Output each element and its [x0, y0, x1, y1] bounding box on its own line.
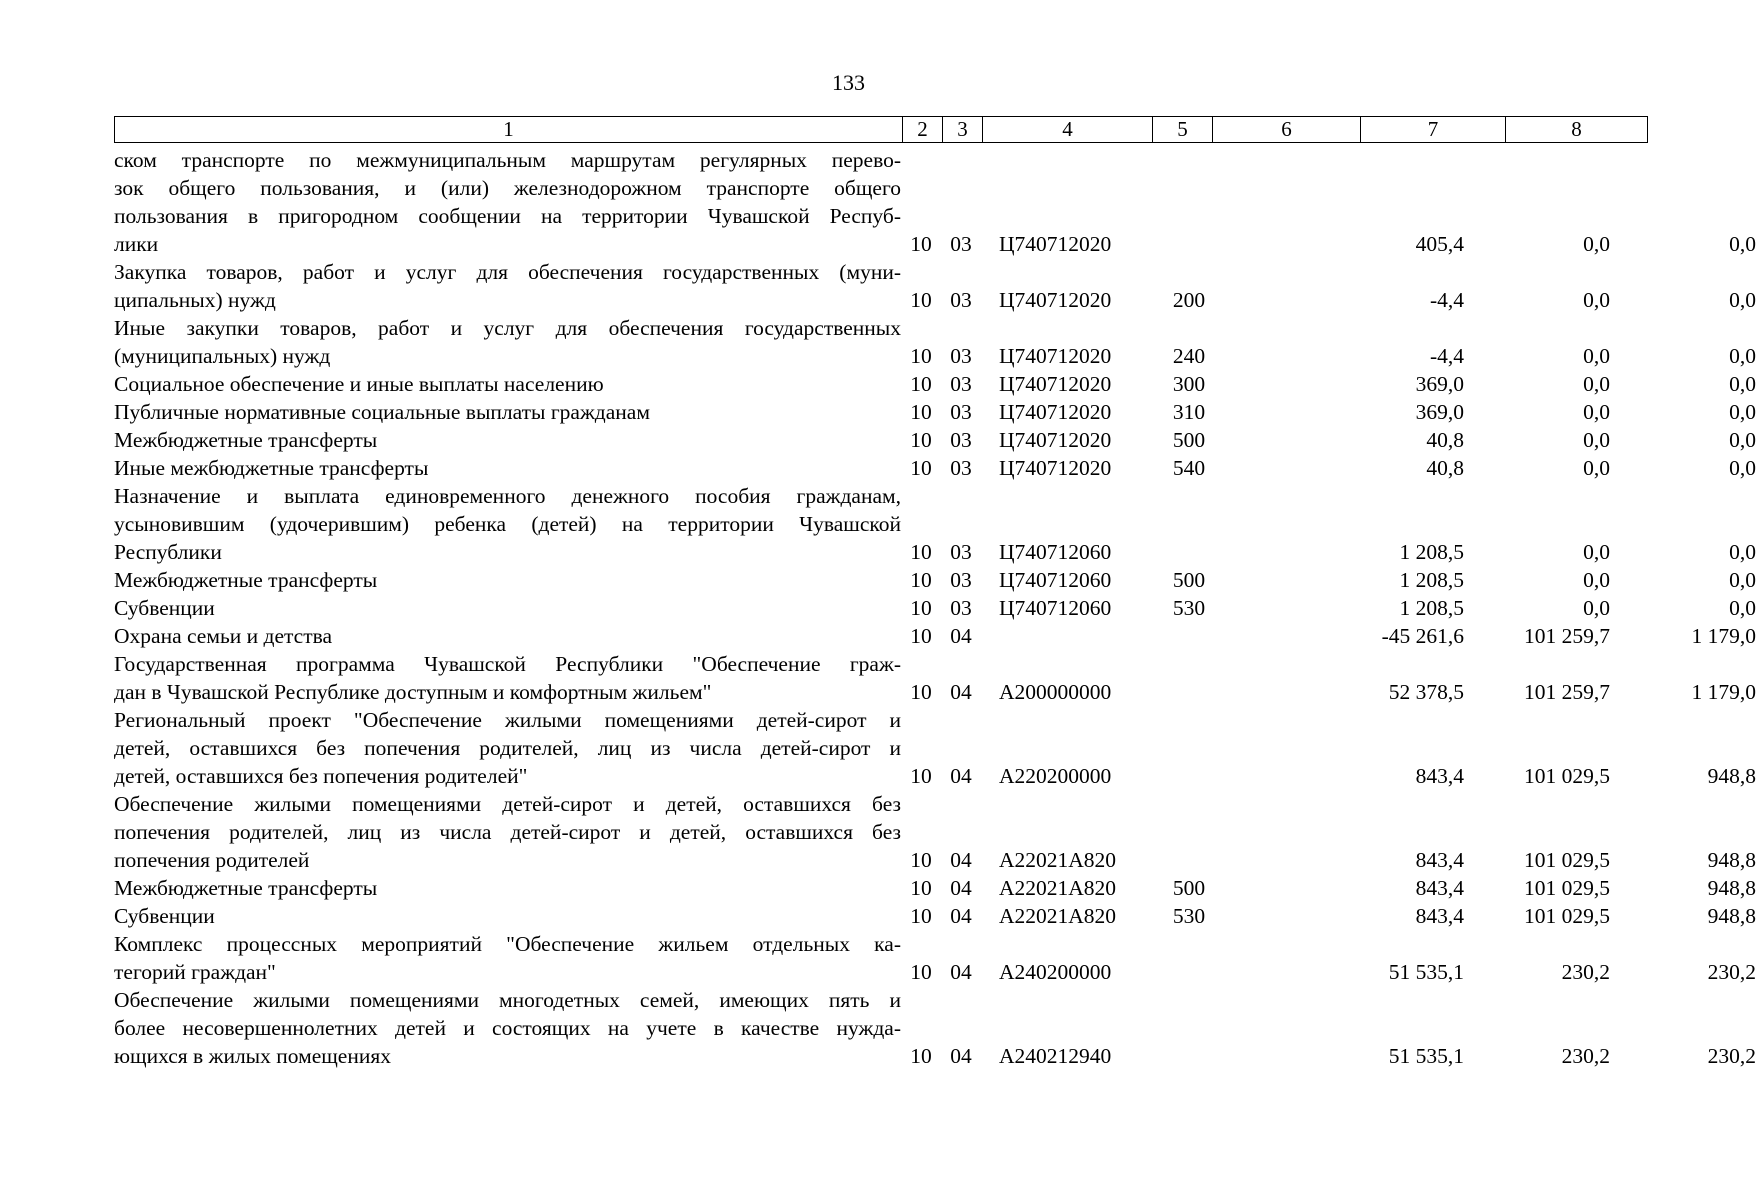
- description-line: Межбюджетные трансферты: [114, 876, 378, 900]
- amount-col-7: 230,2: [1561, 960, 1610, 984]
- row-description: [114, 146, 901, 258]
- amount-col-8: 0,0: [1729, 568, 1756, 592]
- section-code: 10: [910, 596, 932, 620]
- row-description: [114, 398, 901, 426]
- expense-type: [1159, 762, 1219, 790]
- description-line: Охрана семьи и детства: [114, 624, 333, 648]
- section-code: 10: [910, 232, 932, 256]
- description-line: ющихся в жилых помещениях: [114, 1044, 391, 1068]
- amount-col-8: 0,0: [1729, 540, 1756, 564]
- amount-col-7: 101 029,5: [1524, 904, 1610, 928]
- section-code: 10: [910, 540, 932, 564]
- amount-col-6: -45 261,6: [1381, 624, 1464, 648]
- amount-col-7: 230,2: [1561, 1044, 1610, 1068]
- description-line: Региональный проект "Обеспечение жилыми помещениями детей-сирот и: [114, 708, 901, 732]
- amount-col-6: 1 208,5: [1399, 540, 1464, 564]
- row-description: [114, 874, 901, 902]
- subsection-code: 04: [950, 680, 972, 704]
- amount-col-8: 0,0: [1729, 288, 1756, 312]
- amount-col-8: 0,0: [1729, 232, 1756, 256]
- subsection-code: 04: [950, 876, 972, 900]
- row-description: [114, 902, 901, 930]
- table-body: [114, 146, 1756, 1070]
- amount-col-7: 0,0: [1583, 372, 1610, 396]
- header-col-2: 2: [902, 117, 942, 142]
- description-line: Обеспечение жилыми помещениями многодетных семей, имеющих пять и: [114, 988, 901, 1012]
- amount-col-7: 101 259,7: [1524, 680, 1610, 704]
- header-col-1: 1: [503, 117, 514, 141]
- description-line: детей, оставшихся без попечения родителей, лиц из числа детей-сирот и: [114, 736, 901, 760]
- target-article: [999, 622, 1159, 650]
- amount-col-7: 101 029,5: [1524, 848, 1610, 872]
- target-article: Ц740712020: [999, 400, 1112, 424]
- header-col-6: 6: [1212, 117, 1360, 142]
- amount-col-7: 0,0: [1583, 344, 1610, 368]
- amount-col-6: 51 535,1: [1388, 960, 1464, 984]
- expense-type: [1159, 538, 1219, 566]
- amount-col-6: 843,4: [1415, 876, 1464, 900]
- table-row: [114, 902, 1756, 930]
- row-description: [114, 650, 901, 706]
- target-article: Ц740712060: [999, 596, 1112, 620]
- amount-col-8: 948,8: [1707, 904, 1756, 928]
- target-article: Ц740712020: [999, 232, 1112, 256]
- section-code: 10: [910, 456, 932, 480]
- page-number: 133: [832, 70, 865, 95]
- amount-col-8: 230,2: [1707, 960, 1756, 984]
- expense-type: [1159, 958, 1219, 986]
- amount-col-6: 1 208,5: [1399, 568, 1464, 592]
- section-code: 10: [910, 848, 932, 872]
- description-line: попечения родителей: [114, 848, 310, 872]
- row-description: [114, 454, 901, 482]
- subsection-code: 04: [950, 764, 972, 788]
- section-code: 10: [910, 904, 932, 928]
- description-line: Социальное обеспечение и иные выплаты населению: [114, 372, 604, 396]
- amount-col-8: 0,0: [1729, 344, 1756, 368]
- expense-type: 500: [1172, 428, 1206, 452]
- row-description: [114, 706, 901, 790]
- section-code: 10: [910, 960, 932, 984]
- table-row: [114, 482, 1756, 566]
- row-description: [114, 594, 901, 622]
- subsection-code: 03: [950, 540, 972, 564]
- table-row: [114, 790, 1756, 874]
- amount-col-8: 948,8: [1707, 876, 1756, 900]
- target-article: Ц740712020: [999, 456, 1112, 480]
- section-code: 10: [910, 680, 932, 704]
- table-row: [114, 258, 1756, 314]
- description-line: Обеспечение жилыми помещениями детей-сирот и детей, оставшихся без: [114, 792, 901, 816]
- amount-col-6: 40,8: [1426, 428, 1464, 452]
- description-line: Субвенции: [114, 904, 215, 928]
- description-line: зок общего пользования, и (или) железнодорожном транспорте общего: [114, 176, 901, 200]
- subsection-code: 03: [950, 344, 972, 368]
- table-row: [114, 594, 1756, 622]
- target-article: Ц740712020: [999, 344, 1112, 368]
- table-row: [114, 146, 1756, 258]
- amount-col-7: 101 029,5: [1524, 876, 1610, 900]
- amount-col-7: 0,0: [1583, 428, 1610, 452]
- amount-col-6: 405,4: [1415, 232, 1464, 256]
- amount-col-7: 0,0: [1583, 540, 1610, 564]
- subsection-code: 03: [950, 596, 972, 620]
- section-code: 10: [910, 344, 932, 368]
- description-line: детей, оставшихся без попечения родителей": [114, 764, 528, 788]
- description-line: Назначение и выплата единовременного денежного пособия гражданам,: [114, 484, 901, 508]
- description-line: Комплекс процессных мероприятий "Обеспечение жильем отдельных ка-: [114, 932, 901, 956]
- subsection-code: 03: [950, 400, 972, 424]
- expense-type: [1159, 1042, 1219, 1070]
- expense-type: 240: [1172, 344, 1206, 368]
- target-article: А240212940: [999, 1044, 1112, 1068]
- amount-col-6: 369,0: [1415, 400, 1464, 424]
- header-col-7: 7: [1360, 117, 1505, 142]
- amount-col-8: 0,0: [1729, 428, 1756, 452]
- row-description: [114, 930, 901, 986]
- section-code: 10: [910, 624, 932, 648]
- target-article: А22021А820: [999, 904, 1117, 928]
- target-article: Ц740712060: [999, 540, 1112, 564]
- section-code: 10: [910, 428, 932, 452]
- section-code: 10: [910, 400, 932, 424]
- table-row: [114, 426, 1756, 454]
- table-row: [114, 454, 1756, 482]
- row-description: [114, 986, 901, 1070]
- section-code: 10: [910, 568, 932, 592]
- table-row: [114, 930, 1756, 986]
- row-description: [114, 370, 901, 398]
- section-code: 10: [910, 764, 932, 788]
- section-code: 10: [910, 372, 932, 396]
- description-line: Межбюджетные трансферты: [114, 428, 378, 452]
- amount-col-8: 948,8: [1707, 764, 1756, 788]
- amount-col-7: 0,0: [1583, 288, 1610, 312]
- amount-col-7: 0,0: [1583, 232, 1610, 256]
- target-article: Ц740712020: [999, 288, 1112, 312]
- amount-col-8: 948,8: [1707, 848, 1756, 872]
- expense-type: 500: [1172, 876, 1206, 900]
- table-row: [114, 622, 1756, 650]
- description-line: ском транспорте по межмуниципальным маршрутам регулярных перево-: [114, 148, 901, 172]
- subsection-code: 04: [950, 960, 972, 984]
- amount-col-8: 0,0: [1729, 456, 1756, 480]
- description-line: пользования в пригородном сообщении на территории Чувашской Респуб-: [114, 204, 901, 228]
- expense-type: 500: [1172, 568, 1206, 592]
- amount-col-8: 0,0: [1729, 400, 1756, 424]
- expense-type: [1159, 846, 1219, 874]
- table-row: [114, 370, 1756, 398]
- header-col-4: 4: [982, 117, 1152, 142]
- expense-type: 310: [1172, 400, 1206, 424]
- description-line: (муниципальных) нужд: [114, 344, 331, 368]
- table-row: [114, 314, 1756, 370]
- description-line: дан в Чувашской Республике доступным и комфортным жильем": [114, 680, 712, 704]
- amount-col-6: 369,0: [1415, 372, 1464, 396]
- description-line: Публичные нормативные социальные выплаты гражданам: [114, 400, 650, 424]
- table-header: [114, 116, 1648, 143]
- description-line: попечения родителей, лиц из числа детей-сирот и детей, оставшихся без: [114, 820, 901, 844]
- amount-col-8: 1 179,0: [1691, 680, 1756, 704]
- target-article: Ц740712020: [999, 428, 1112, 452]
- section-code: 10: [910, 876, 932, 900]
- subsection-code: 04: [950, 904, 972, 928]
- amount-col-8: 230,2: [1707, 1044, 1756, 1068]
- subsection-code: 04: [950, 848, 972, 872]
- expense-type: 200: [1172, 288, 1206, 312]
- amount-col-6: 40,8: [1426, 456, 1464, 480]
- subsection-code: 03: [950, 372, 972, 396]
- target-article: А22021А820: [999, 848, 1117, 872]
- expense-type: 300: [1172, 372, 1206, 396]
- description-line: Республики: [114, 540, 222, 564]
- amount-col-7: 0,0: [1583, 568, 1610, 592]
- subsection-code: 03: [950, 428, 972, 452]
- header-col-5: 5: [1152, 117, 1212, 142]
- table-row: [114, 566, 1756, 594]
- target-article: А22021А820: [999, 876, 1117, 900]
- amount-col-8: 0,0: [1729, 372, 1756, 396]
- row-description: [114, 426, 901, 454]
- amount-col-7: 0,0: [1583, 596, 1610, 620]
- header-col-3: 3: [942, 117, 982, 142]
- description-line: усыновившим (удочерившим) ребенка (детей) на территории Чувашской: [114, 512, 901, 536]
- subsection-code: 03: [950, 456, 972, 480]
- header-col-8: 8: [1505, 117, 1647, 142]
- subsection-code: 04: [950, 1044, 972, 1068]
- description-line: Иные межбюджетные трансферты: [114, 456, 429, 480]
- target-article: Ц740712060: [999, 568, 1112, 592]
- amount-col-7: 101 259,7: [1524, 624, 1610, 648]
- description-line: Субвенции: [114, 596, 215, 620]
- target-article: Ц740712020: [999, 372, 1112, 396]
- expense-type: 530: [1172, 596, 1206, 620]
- section-code: 10: [910, 1044, 932, 1068]
- expense-type: [1159, 622, 1219, 650]
- target-article: А200000000: [999, 680, 1112, 704]
- row-description: [114, 258, 901, 314]
- amount-col-6: -4,4: [1429, 344, 1464, 368]
- description-line: ципальных) нужд: [114, 288, 276, 312]
- subsection-code: 04: [950, 624, 972, 648]
- subsection-code: 03: [950, 232, 972, 256]
- row-description: [114, 482, 901, 566]
- table-row: [114, 650, 1756, 706]
- section-code: 10: [910, 288, 932, 312]
- expense-type: 530: [1172, 904, 1206, 928]
- target-article: А220200000: [999, 764, 1112, 788]
- table-row: [114, 398, 1756, 426]
- row-description: [114, 314, 901, 370]
- amount-col-6: -4,4: [1429, 288, 1464, 312]
- expense-type: 540: [1172, 456, 1206, 480]
- amount-col-7: 0,0: [1583, 400, 1610, 424]
- amount-col-8: 1 179,0: [1691, 624, 1756, 648]
- description-line: лики: [114, 232, 159, 256]
- description-line: Закупка товаров, работ и услуг для обеспечения государственных (муни-: [114, 260, 901, 284]
- row-description: [114, 566, 901, 594]
- amount-col-8: 0,0: [1729, 596, 1756, 620]
- expense-type: [1159, 230, 1219, 258]
- table-row: [114, 986, 1756, 1070]
- amount-col-7: 0,0: [1583, 456, 1610, 480]
- subsection-code: 03: [950, 568, 972, 592]
- table-row: [114, 874, 1756, 902]
- amount-col-6: 843,4: [1415, 904, 1464, 928]
- description-line: Государственная программа Чувашской Республики "Обеспечение граж-: [114, 652, 901, 676]
- description-line: Межбюджетные трансферты: [114, 568, 378, 592]
- expense-type: [1159, 678, 1219, 706]
- amount-col-6: 843,4: [1415, 764, 1464, 788]
- description-line: тегорий граждан": [114, 960, 276, 984]
- amount-col-6: 52 378,5: [1388, 680, 1464, 704]
- row-description: [114, 622, 901, 650]
- amount-col-6: 1 208,5: [1399, 596, 1464, 620]
- amount-col-6: 843,4: [1415, 848, 1464, 872]
- amount-col-7: 101 029,5: [1524, 764, 1610, 788]
- target-article: А240200000: [999, 960, 1112, 984]
- row-description: [114, 790, 901, 874]
- description-line: Иные закупки товаров, работ и услуг для обеспечения государственных: [114, 316, 901, 340]
- table-row: [114, 706, 1756, 790]
- description-line: более несовершеннолетних детей и состоящих на учете в качестве нужда-: [114, 1016, 901, 1040]
- amount-col-6: 51 535,1: [1388, 1044, 1464, 1068]
- subsection-code: 03: [950, 288, 972, 312]
